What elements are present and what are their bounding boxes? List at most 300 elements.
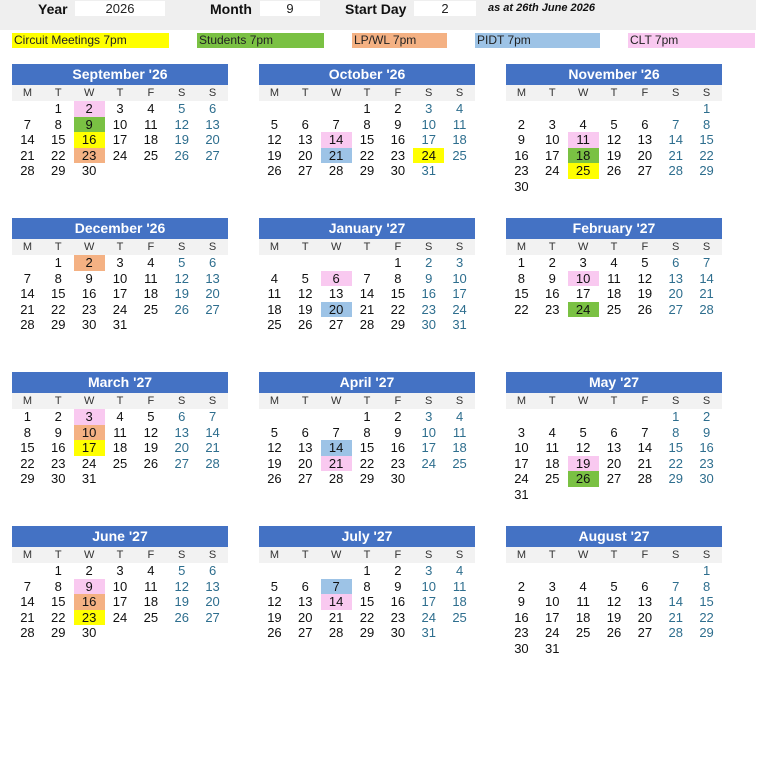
day-cell[interactable]: 20 <box>174 440 189 455</box>
day-cell[interactable]: 29 <box>699 163 714 178</box>
day-cell[interactable]: 14 <box>321 132 352 148</box>
day-cell[interactable]: 15 <box>51 132 66 147</box>
day-cell[interactable]: 28 <box>205 455 220 471</box>
day-cell[interactable]: 12 <box>174 270 189 286</box>
day-cell[interactable]: 18 <box>143 286 159 301</box>
day-cell[interactable]: 15 <box>668 440 683 455</box>
day-cell[interactable]: 28 <box>20 625 35 640</box>
day-cell[interactable]: 18 <box>267 301 282 317</box>
day-cell[interactable]: 9 <box>517 594 526 609</box>
day-cell[interactable]: 7 <box>321 579 352 595</box>
year-field[interactable]: 2026 <box>75 1 165 16</box>
day-cell[interactable]: 5 <box>579 424 587 440</box>
day-cell[interactable]: 25 <box>452 147 467 163</box>
day-cell[interactable]: 17 <box>545 147 560 163</box>
day-cell[interactable]: 21 <box>205 440 220 455</box>
day-cell[interactable]: 29 <box>51 317 66 332</box>
day-cell[interactable]: 31 <box>421 625 436 640</box>
day-cell[interactable]: 21 <box>637 455 653 471</box>
day-cell[interactable]: 2 <box>517 578 526 594</box>
day-cell[interactable]: 11 <box>144 270 158 286</box>
day-cell[interactable]: 22 <box>514 301 529 317</box>
day-cell[interactable]: 5 <box>301 270 309 286</box>
day-cell[interactable]: 14 <box>699 270 714 286</box>
day-cell[interactable]: 8 <box>54 578 62 594</box>
day-cell[interactable]: 14 <box>359 286 375 301</box>
day-cell[interactable]: 1 <box>363 563 371 578</box>
day-cell[interactable]: 15 <box>359 132 375 147</box>
day-cell[interactable]: 17 <box>112 594 128 609</box>
day-cell[interactable]: 3 <box>517 424 526 440</box>
day-cell[interactable]: 9 <box>74 579 105 595</box>
day-cell[interactable]: 25 <box>143 147 159 163</box>
day-cell[interactable]: 7 <box>641 424 649 440</box>
day-cell[interactable]: 11 <box>113 424 127 440</box>
day-cell[interactable]: 12 <box>606 132 622 147</box>
day-cell[interactable]: 23 <box>81 301 97 317</box>
day-cell[interactable]: 17 <box>421 132 436 147</box>
day-cell[interactable]: 6 <box>178 409 186 424</box>
day-cell[interactable]: 16 <box>514 147 529 163</box>
day-cell[interactable]: 1 <box>702 563 711 578</box>
day-cell[interactable]: 20 <box>298 147 313 163</box>
day-cell[interactable]: 14 <box>20 594 35 609</box>
day-cell[interactable]: 17 <box>421 594 436 609</box>
day-cell[interactable]: 19 <box>298 301 313 317</box>
day-cell[interactable]: 14 <box>205 424 220 440</box>
day-cell[interactable]: 28 <box>328 625 344 640</box>
day-cell[interactable]: 12 <box>174 116 189 132</box>
day-cell[interactable]: 9 <box>394 424 402 440</box>
day-cell[interactable]: 26 <box>606 625 622 640</box>
day-cell[interactable]: 9 <box>702 424 711 440</box>
day-cell[interactable]: 24 <box>421 609 436 625</box>
day-cell[interactable]: 6 <box>301 424 309 440</box>
day-cell[interactable]: 17 <box>452 286 467 301</box>
day-cell[interactable]: 26 <box>568 471 599 487</box>
day-cell[interactable]: 19 <box>143 440 159 455</box>
day-cell[interactable]: 22 <box>359 609 375 625</box>
day-cell[interactable]: 23 <box>514 625 529 640</box>
day-cell[interactable]: 17 <box>545 609 560 625</box>
day-cell[interactable]: 7 <box>23 270 32 286</box>
day-cell[interactable]: 28 <box>328 163 344 178</box>
day-cell[interactable]: 16 <box>545 286 560 301</box>
day-cell[interactable]: 1 <box>54 563 62 578</box>
day-cell[interactable]: 1 <box>672 409 680 424</box>
day-cell[interactable]: 27 <box>205 301 220 317</box>
day-cell[interactable]: 31 <box>514 486 529 502</box>
day-cell[interactable]: 14 <box>637 440 653 455</box>
day-cell[interactable]: 17 <box>514 455 529 471</box>
day-cell[interactable]: 10 <box>421 578 436 594</box>
day-cell[interactable]: 26 <box>606 163 622 178</box>
day-cell[interactable]: 22 <box>51 609 66 625</box>
day-cell[interactable]: 27 <box>606 471 622 486</box>
day-cell[interactable]: 25 <box>452 455 467 471</box>
day-cell[interactable]: 11 <box>452 424 467 440</box>
day-cell[interactable]: 26 <box>298 317 313 332</box>
day-cell[interactable]: 22 <box>51 147 66 163</box>
day-cell[interactable]: 1 <box>54 101 62 116</box>
day-cell[interactable]: 27 <box>205 609 220 625</box>
day-cell[interactable]: 15 <box>359 594 375 609</box>
day-cell[interactable]: 6 <box>208 101 217 116</box>
day-cell[interactable]: 30 <box>390 625 406 640</box>
day-cell[interactable]: 24 <box>112 609 128 625</box>
day-cell[interactable]: 25 <box>267 317 282 332</box>
day-cell[interactable]: 18 <box>452 594 467 609</box>
day-cell[interactable]: 4 <box>579 116 587 132</box>
day-cell[interactable]: 28 <box>20 163 35 178</box>
day-cell[interactable]: 23 <box>390 609 406 625</box>
day-cell[interactable]: 29 <box>51 625 66 640</box>
day-cell[interactable]: 6 <box>321 271 352 287</box>
day-cell[interactable]: 12 <box>606 594 622 609</box>
day-cell[interactable]: 29 <box>359 163 375 178</box>
day-cell[interactable]: 25 <box>606 301 622 317</box>
day-cell[interactable]: 3 <box>455 255 464 270</box>
day-cell[interactable]: 13 <box>298 440 313 455</box>
day-cell[interactable]: 2 <box>548 255 556 270</box>
day-cell[interactable]: 13 <box>637 594 653 609</box>
day-cell[interactable]: 8 <box>363 578 371 594</box>
day-cell[interactable]: 24 <box>112 147 128 163</box>
day-cell[interactable]: 20 <box>637 147 653 163</box>
month-field[interactable]: 9 <box>260 1 320 16</box>
day-cell[interactable]: 29 <box>390 317 406 332</box>
day-cell[interactable]: 2 <box>74 255 105 271</box>
day-cell[interactable]: 19 <box>174 286 189 301</box>
day-cell[interactable]: 28 <box>637 471 653 486</box>
day-cell[interactable]: 4 <box>147 101 155 116</box>
day-cell[interactable]: 25 <box>575 625 591 640</box>
day-cell[interactable]: 6 <box>672 255 680 270</box>
day-cell[interactable]: 6 <box>301 578 309 594</box>
day-cell[interactable]: 21 <box>668 147 683 163</box>
day-cell[interactable]: 2 <box>517 116 526 132</box>
day-cell[interactable]: 18 <box>568 148 599 164</box>
day-cell[interactable]: 2 <box>702 409 711 424</box>
day-cell[interactable]: 3 <box>548 116 556 132</box>
day-cell[interactable]: 7 <box>332 424 340 440</box>
day-cell[interactable]: 20 <box>298 455 313 471</box>
day-cell[interactable]: 12 <box>267 440 282 455</box>
day-cell[interactable]: 24 <box>514 471 529 486</box>
day-cell[interactable]: 25 <box>545 471 560 486</box>
day-cell[interactable]: 24 <box>545 625 560 640</box>
day-cell[interactable]: 27 <box>174 455 189 471</box>
day-cell[interactable]: 25 <box>143 609 159 625</box>
day-cell[interactable]: 11 <box>452 578 467 594</box>
day-cell[interactable]: 27 <box>668 301 683 317</box>
day-cell[interactable]: 15 <box>51 594 66 609</box>
day-cell[interactable]: 15 <box>699 132 714 147</box>
day-cell[interactable]: 9 <box>394 116 402 132</box>
day-cell[interactable]: 9 <box>74 117 105 133</box>
day-cell[interactable]: 14 <box>321 440 352 456</box>
day-cell[interactable]: 21 <box>328 609 344 625</box>
day-cell[interactable]: 3 <box>548 578 556 594</box>
day-cell[interactable]: 25 <box>568 163 599 179</box>
day-cell[interactable]: 4 <box>455 101 464 116</box>
day-cell[interactable]: 27 <box>205 147 220 163</box>
day-cell[interactable]: 6 <box>641 116 649 132</box>
day-cell[interactable]: 20 <box>205 594 220 609</box>
day-cell[interactable]: 25 <box>452 609 467 625</box>
day-cell[interactable]: 11 <box>576 594 590 609</box>
day-cell[interactable]: 9 <box>548 270 556 286</box>
day-cell[interactable]: 14 <box>20 286 35 301</box>
day-cell[interactable]: 6 <box>301 116 309 132</box>
day-cell[interactable]: 3 <box>425 563 433 578</box>
day-cell[interactable]: 31 <box>545 640 560 656</box>
day-cell[interactable]: 30 <box>514 178 529 194</box>
day-cell[interactable]: 11 <box>144 116 158 132</box>
day-cell[interactable]: 22 <box>390 301 406 317</box>
day-cell[interactable]: 26 <box>174 147 189 163</box>
day-cell[interactable]: 21 <box>20 301 35 317</box>
day-cell[interactable]: 24 <box>421 455 436 471</box>
day-cell[interactable]: 17 <box>575 286 591 301</box>
day-cell[interactable]: 26 <box>637 301 653 317</box>
day-cell[interactable]: 5 <box>178 255 186 270</box>
day-cell[interactable]: 13 <box>205 578 220 594</box>
day-cell[interactable]: 24 <box>452 301 467 317</box>
day-cell[interactable]: 4 <box>455 409 464 424</box>
day-cell[interactable]: 10 <box>545 594 560 609</box>
day-cell[interactable]: 12 <box>298 286 313 301</box>
day-cell[interactable]: 16 <box>514 609 529 625</box>
day-cell[interactable]: 23 <box>51 455 66 471</box>
day-cell[interactable]: 10 <box>568 271 599 287</box>
day-cell[interactable]: 3 <box>425 101 433 116</box>
day-cell[interactable]: 15 <box>20 440 35 455</box>
day-cell[interactable]: 13 <box>205 270 220 286</box>
day-cell[interactable]: 14 <box>668 132 683 147</box>
day-cell[interactable]: 25 <box>143 301 159 317</box>
day-cell[interactable]: 20 <box>637 609 653 625</box>
day-cell[interactable]: 6 <box>208 255 217 270</box>
day-cell[interactable]: 2 <box>394 101 402 116</box>
day-cell[interactable]: 30 <box>51 471 66 486</box>
day-cell[interactable]: 13 <box>328 286 344 301</box>
day-cell[interactable]: 22 <box>359 147 375 163</box>
day-cell[interactable]: 20 <box>298 609 313 625</box>
day-cell[interactable]: 15 <box>51 286 66 301</box>
day-cell[interactable]: 8 <box>54 270 62 286</box>
day-cell[interactable]: 21 <box>321 456 352 472</box>
day-cell[interactable]: 1 <box>517 255 526 270</box>
day-cell[interactable]: 25 <box>112 455 128 471</box>
day-cell[interactable]: 18 <box>575 609 591 625</box>
day-cell[interactable]: 16 <box>421 286 436 301</box>
day-cell[interactable]: 5 <box>610 578 618 594</box>
day-cell[interactable]: 16 <box>74 594 105 610</box>
day-cell[interactable]: 10 <box>112 116 128 132</box>
day-cell[interactable]: 19 <box>606 147 622 163</box>
day-cell[interactable]: 20 <box>205 286 220 301</box>
day-cell[interactable]: 5 <box>178 101 186 116</box>
day-cell[interactable]: 19 <box>568 456 599 472</box>
day-cell[interactable]: 30 <box>699 471 714 486</box>
day-cell[interactable]: 29 <box>668 471 683 486</box>
day-cell[interactable]: 4 <box>270 270 279 286</box>
day-cell[interactable]: 4 <box>610 255 618 270</box>
day-cell[interactable]: 30 <box>81 163 97 178</box>
day-cell[interactable]: 12 <box>143 424 159 440</box>
day-cell[interactable]: 29 <box>359 625 375 640</box>
day-cell[interactable]: 7 <box>23 116 32 132</box>
day-cell[interactable]: 1 <box>54 255 62 270</box>
day-cell[interactable]: 17 <box>74 440 105 456</box>
day-cell[interactable]: 10 <box>112 578 128 594</box>
day-cell[interactable]: 8 <box>702 578 711 594</box>
day-cell[interactable]: 7 <box>332 116 340 132</box>
day-cell[interactable]: 26 <box>174 301 189 317</box>
day-cell[interactable]: 8 <box>672 424 680 440</box>
day-cell[interactable]: 24 <box>568 302 599 318</box>
day-cell[interactable]: 31 <box>452 317 467 332</box>
day-cell[interactable]: 24 <box>112 301 128 317</box>
day-cell[interactable]: 8 <box>517 270 526 286</box>
day-cell[interactable]: 1 <box>363 101 371 116</box>
day-cell[interactable]: 27 <box>298 625 313 640</box>
day-cell[interactable]: 20 <box>205 132 220 147</box>
day-cell[interactable]: 10 <box>545 132 560 147</box>
day-cell[interactable]: 21 <box>20 609 35 625</box>
day-cell[interactable]: 23 <box>421 301 436 317</box>
day-cell[interactable]: 28 <box>699 301 714 317</box>
day-cell[interactable]: 8 <box>363 116 371 132</box>
day-cell[interactable]: 14 <box>321 594 352 610</box>
day-cell[interactable]: 10 <box>112 270 128 286</box>
day-cell[interactable]: 31 <box>421 163 436 178</box>
day-cell[interactable]: 24 <box>413 148 444 164</box>
day-cell[interactable]: 31 <box>112 317 128 332</box>
day-cell[interactable]: 22 <box>51 301 66 317</box>
day-cell[interactable]: 20 <box>668 286 683 301</box>
day-cell[interactable]: 19 <box>267 455 282 471</box>
day-cell[interactable]: 30 <box>421 317 436 332</box>
day-cell[interactable]: 28 <box>20 317 35 332</box>
day-cell[interactable]: 26 <box>267 625 282 640</box>
day-cell[interactable]: 27 <box>328 317 344 332</box>
day-cell[interactable]: 13 <box>298 594 313 609</box>
day-cell[interactable]: 7 <box>208 409 217 424</box>
day-cell[interactable]: 9 <box>425 270 433 286</box>
day-cell[interactable]: 12 <box>575 440 591 455</box>
day-cell[interactable]: 9 <box>85 270 93 286</box>
day-cell[interactable]: 19 <box>174 594 189 609</box>
day-cell[interactable]: 3 <box>425 409 433 424</box>
day-cell[interactable]: 5 <box>270 424 279 440</box>
day-cell[interactable]: 7 <box>363 270 371 286</box>
day-cell[interactable]: 4 <box>147 563 155 578</box>
day-cell[interactable]: 22 <box>699 147 714 163</box>
day-cell[interactable]: 16 <box>74 132 105 148</box>
day-cell[interactable]: 18 <box>112 440 128 455</box>
day-cell[interactable]: 13 <box>606 440 622 455</box>
day-cell[interactable]: 6 <box>610 424 618 440</box>
day-cell[interactable]: 30 <box>514 640 529 656</box>
day-cell[interactable]: 7 <box>672 578 680 594</box>
day-cell[interactable]: 13 <box>637 132 653 147</box>
day-cell[interactable]: 20 <box>606 455 622 471</box>
day-cell[interactable]: 11 <box>452 116 467 132</box>
day-cell[interactable]: 30 <box>81 625 97 640</box>
day-cell[interactable]: 18 <box>452 132 467 147</box>
day-cell[interactable]: 27 <box>637 625 653 640</box>
day-cell[interactable]: 10 <box>421 116 436 132</box>
day-cell[interactable]: 10 <box>421 424 436 440</box>
day-cell[interactable]: 2 <box>394 409 402 424</box>
day-cell[interactable]: 24 <box>545 163 560 178</box>
day-cell[interactable]: 29 <box>20 471 35 486</box>
day-cell[interactable]: 29 <box>51 163 66 178</box>
day-cell[interactable]: 12 <box>267 594 282 609</box>
day-cell[interactable]: 5 <box>270 578 279 594</box>
day-cell[interactable]: 1 <box>394 255 402 270</box>
day-cell[interactable]: 16 <box>699 440 714 455</box>
day-cell[interactable]: 2 <box>85 563 93 578</box>
day-cell[interactable]: 11 <box>568 132 599 148</box>
day-cell[interactable]: 23 <box>390 147 406 163</box>
day-cell[interactable]: 22 <box>668 455 683 471</box>
day-cell[interactable]: 8 <box>363 424 371 440</box>
day-cell[interactable]: 10 <box>514 440 529 455</box>
day-cell[interactable]: 31 <box>81 471 97 486</box>
day-cell[interactable]: 7 <box>23 578 32 594</box>
day-cell[interactable]: 1 <box>363 409 371 424</box>
day-cell[interactable]: 20 <box>321 302 352 318</box>
day-cell[interactable]: 16 <box>390 440 406 455</box>
day-cell[interactable]: 10 <box>452 270 467 286</box>
day-cell[interactable]: 22 <box>699 609 714 625</box>
day-cell[interactable]: 23 <box>545 301 560 317</box>
day-cell[interactable]: 23 <box>74 610 105 626</box>
day-cell[interactable]: 2 <box>394 563 402 578</box>
day-cell[interactable]: 23 <box>514 163 529 178</box>
day-cell[interactable]: 18 <box>452 440 467 455</box>
day-cell[interactable]: 14 <box>668 594 683 609</box>
day-cell[interactable]: 6 <box>208 563 217 578</box>
start-day-field[interactable]: 2 <box>414 1 476 16</box>
day-cell[interactable]: 23 <box>74 148 105 164</box>
day-cell[interactable]: 16 <box>390 132 406 147</box>
day-cell[interactable]: 28 <box>359 317 375 332</box>
day-cell[interactable]: 7 <box>672 116 680 132</box>
day-cell[interactable]: 6 <box>641 578 649 594</box>
day-cell[interactable]: 4 <box>579 578 587 594</box>
day-cell[interactable]: 2 <box>74 101 105 117</box>
day-cell[interactable]: 16 <box>390 594 406 609</box>
day-cell[interactable]: 28 <box>668 163 683 178</box>
day-cell[interactable]: 13 <box>174 424 189 440</box>
day-cell[interactable]: 27 <box>298 163 313 178</box>
day-cell[interactable]: 19 <box>637 286 653 301</box>
day-cell[interactable]: 8 <box>54 116 62 132</box>
day-cell[interactable]: 30 <box>81 317 97 332</box>
day-cell[interactable]: 3 <box>579 255 587 270</box>
day-cell[interactable]: 2 <box>425 255 433 270</box>
day-cell[interactable]: 23 <box>699 455 714 471</box>
day-cell[interactable]: 18 <box>143 594 159 609</box>
day-cell[interactable]: 28 <box>328 471 344 486</box>
day-cell[interactable]: 19 <box>606 609 622 625</box>
day-cell[interactable]: 21 <box>699 286 714 301</box>
day-cell[interactable]: 29 <box>699 625 714 640</box>
